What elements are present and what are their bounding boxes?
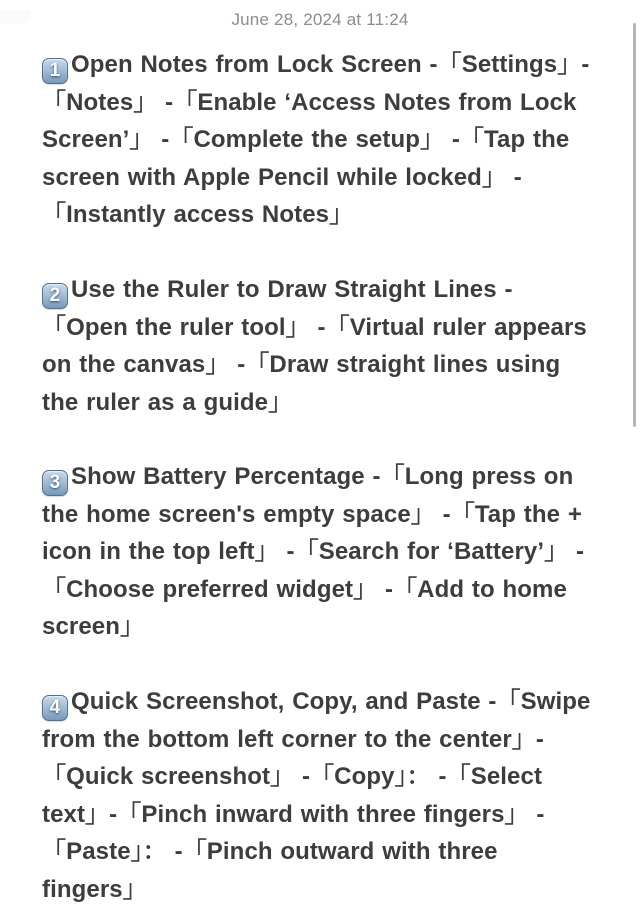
note-item-2-text: Use the Ruler to Draw Straight Lines -「Open the ruler tool」 -「Virtual ruler appears on the canvas」 -「Draw straight lines using the ruler as a guide」 (42, 275, 587, 416)
scrollbar[interactable] (633, 23, 636, 427)
rounded-corner-artifact (0, 10, 30, 24)
note-item-1-text: Open Notes from Lock Screen -「Settings」-「Notes」 -「Enable ‘Access Notes from Lock Screen’」 -「Complete the setup」 -「Tap the screen with Apple Pencil while locked」 -「Instantly access Notes」 (42, 51, 590, 229)
note-item-1 (42, 46, 596, 234)
note-date: June 28, 2024 at 11:24 (231, 10, 409, 29)
keycap-4-icon: 4 (42, 695, 68, 721)
keycap-2-icon: 2 (42, 283, 68, 309)
note-item-3-text: Show Battery Percentage -「Long press on the home screen's empty space」 -「Tap the + icon in the top left」 -「Search for ‘Battery’」 -「Choose preferred widget」 -「Add to home screen」 (42, 463, 585, 641)
keycap-1-icon: 1 (42, 58, 68, 84)
note-body[interactable] (0, 30, 640, 908)
note-item-2 (42, 271, 596, 421)
keycap-3-icon: 3 (42, 470, 68, 496)
note-item-3 (42, 458, 596, 646)
note-item-4-text: Quick Screenshot, Copy, and Paste -「Swipe from the bottom left corner to the center」-「Quick screenshot」 -「Copy」： -「Select text」-「Pinch inward with three fingers」 -「Paste」： -「Pinch outward with three fingers」 (42, 687, 591, 903)
note-item-4 (42, 683, 596, 908)
